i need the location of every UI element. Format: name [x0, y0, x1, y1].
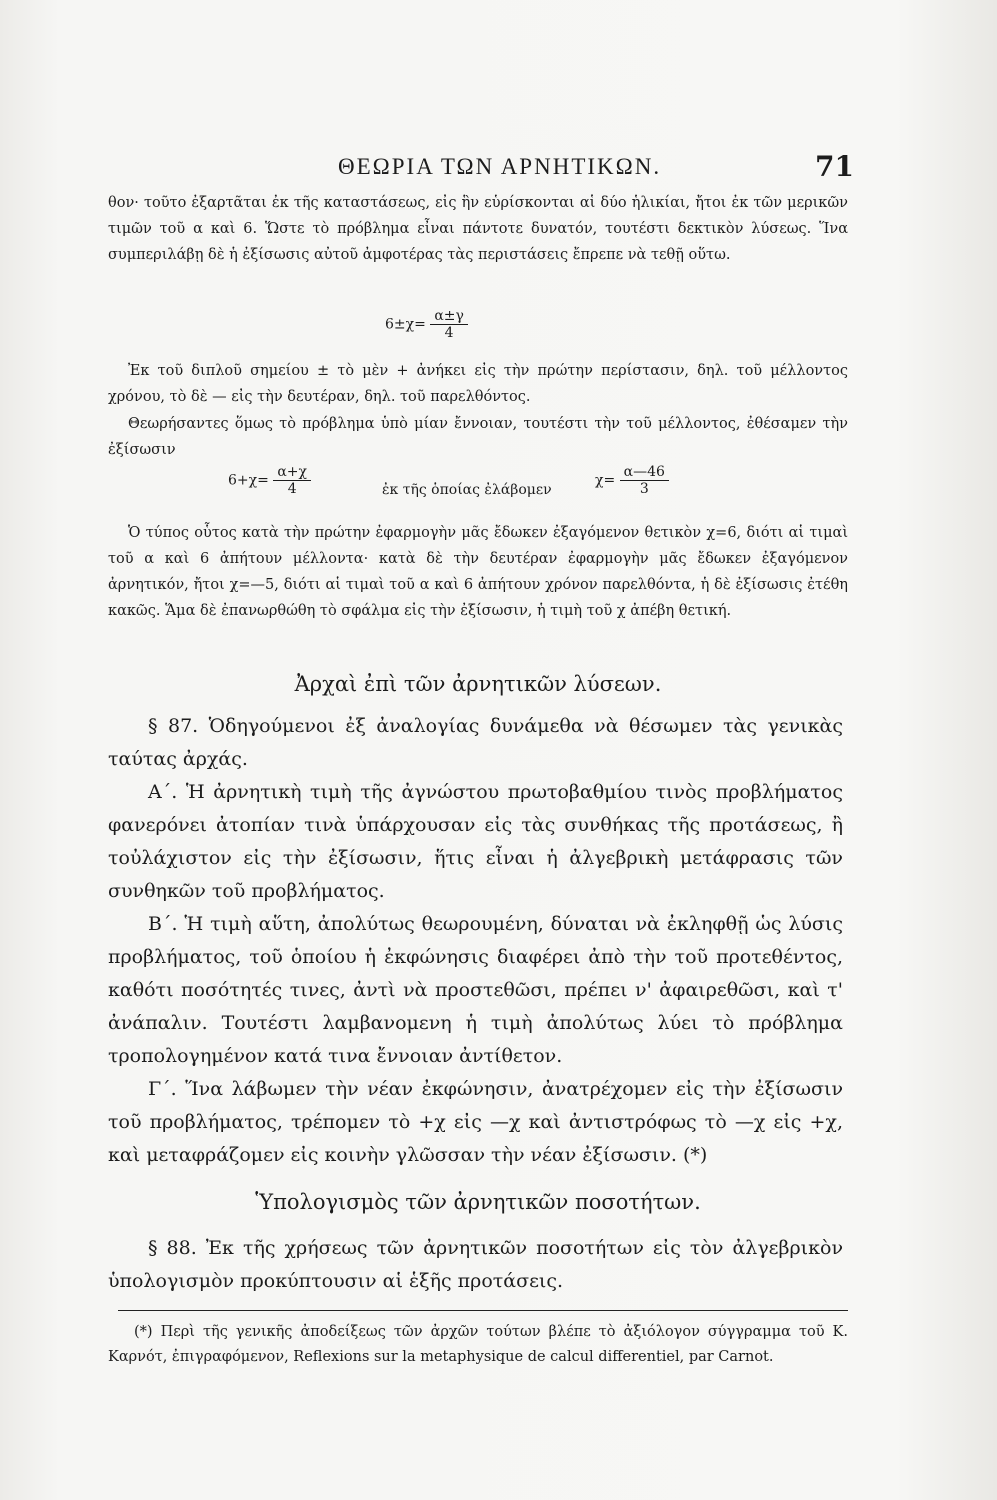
- equation-1: [385, 308, 468, 341]
- equation-3-fraction: [620, 464, 669, 497]
- page-number: 71: [815, 150, 854, 183]
- paragraph-a: Α΄. Ἡ ἀρνητικὴ τιμὴ τῆς ἀγνώστου πρωτοβαθμίου τινὸς προβλήματος φανερόνει ἀτοπίαν τινὰ ὑπάρχουσαν εἰς τὰς συνθήκας τῆς προτάσεως, ἢ τοὐλάχιστον εἰς τὴν ἐξίσωσιν, ἥτις εἶναι ἡ ἀλγεβρικὴ μετάφρασις τῶν συνθηκῶν τοῦ προβλήματος.: [108, 781, 843, 902]
- footnote-divider: [118, 1310, 848, 1311]
- equation-2-fraction: [273, 464, 311, 497]
- footnote: [108, 1320, 848, 1370]
- equation-2-numerator: α+χ: [273, 464, 311, 481]
- intro-paragraph-4: [108, 520, 848, 624]
- paragraph-87: § 87. Ὁδηγούμενοι ἐξ ἀναλογίας δυνάμεθα νὰ θέσωμεν τὰς γενικὰς ταύτας ἀρχάς.: [108, 715, 843, 770]
- intro-text-3: Θεωρήσαντες ὅμως τὸ πρόβλημα ὑπὸ μίαν ἔννοιαν, τουτέστι τὴν τοῦ μέλλοντος, ἐθέσαμεν τὴν ἐξίσωσιν: [108, 416, 848, 458]
- section-87: [108, 710, 843, 1172]
- equation-3-numerator: α—46: [620, 464, 669, 481]
- equation-3-lhs: χ=: [595, 472, 616, 489]
- section-heading-calculation: Ὑπολογισμὸς τῶν ἀρνητικῶν ποσοτήτων.: [255, 1190, 701, 1214]
- paragraph-b: Β΄. Ἡ τιμὴ αὕτη, ἀπολύτως θεωρουμένη, δύναται νὰ ἐκληφθῇ ὡς λύσις προβλήματος, τοῦ ὁποίου ἡ ἐκφώνησις διαφέρει ἀπὸ τὴν τοῦ προτεθέντος, καθότι ποσότητές τινες, ἀντὶ νὰ προστεθῶσι, πρέπει ν' ἀφαιρεθῶσι, καὶ τ' ἀνάπαλιν. Τουτέστι λαμβανομενη ἡ τιμὴ ἀπολύτως λύει τὸ πρόβλημα τροπολογημένον κατά τινα ἔννοιαν ἀντίθετον.: [108, 913, 843, 1067]
- equation-2: [228, 464, 311, 497]
- equation-1-fraction: [430, 308, 468, 341]
- intro-text-2: Ἐκ τοῦ διπλοῦ σημείου ± τὸ μὲν + ἀνήκει εἰς τὴν πρώτην περίστασιν, δηλ. τοῦ μέλλοντος χρόνου, τὸ δὲ — εἰς τὴν δευτέραν, δηλ. τοῦ παρελθόντος.: [108, 363, 848, 405]
- equation-2-denominator: 4: [287, 481, 297, 497]
- equation-1-denominator: 4: [444, 325, 454, 341]
- intro-text-4: Ὁ τύπος οὗτος κατὰ τὴν πρώτην ἐφαρμογὴν μᾶς ἔδωκεν ἐξαγόμενον θετικὸν χ=6, διότι αἱ τιμαὶ τοῦ α καὶ 6 ἀπήτουν μέλλοντα· κατὰ δὲ τὴν δευτέραν ἐφαρμογὴν μᾶς ἔδωκεν ἐξαγόμενον ἀρνητικόν, ἤτοι χ=—5, διότι αἱ τιμαὶ τοῦ α καὶ 6 ἀπήτουν χρόνον παρελθόντα, ἡ δὲ ἐξίσωσις ἐτέθη κακῶς. Ἅμα δὲ ἐπανωρθώθη τὸ σφάλμα εἰς τὴν ἐξίσωσιν, ἡ τιμὴ τοῦ χ ἀπέβη θετική.: [108, 525, 848, 619]
- section-heading-principles: Ἀρχαὶ ἐπὶ τῶν ἀρνητικῶν λύσεων.: [294, 672, 662, 696]
- intro-paragraph-3: [108, 411, 848, 463]
- equation-1-lhs: 6±χ=: [385, 316, 426, 333]
- equation-2-lhs: 6+χ=: [228, 472, 269, 489]
- equation-connector: [382, 482, 552, 498]
- paragraph-88: § 88. Ἐκ τῆς χρήσεως τῶν ἀρνητικῶν ποσοτήτων εἰς τὸν ἀλγεβρικὸν ὑπολογισμὸν προκύπτουσιν αἱ ἑξῆς προτάσεις.: [108, 1237, 843, 1292]
- running-header: [108, 150, 854, 190]
- equation-connector-text: ἐκ τῆς ὁποίας ἐλάβομεν: [382, 482, 552, 498]
- equation-1-numerator: α±γ: [430, 308, 468, 325]
- intro-paragraph-2: [108, 358, 848, 410]
- paragraph-c: Γ΄. Ἵνα λάβωμεν τὴν νέαν ἐκφώνησιν, ἀνατρέχομεν εἰς τὴν ἐξίσωσιν τοῦ προβλήματος, τρέπομεν τὸ +χ εἰς —χ καὶ ἀντιστρόφως τὸ —χ εἰς +χ, καὶ μεταφράζομεν εἰς κοινὴν γλῶσσαν τὴν νέαν ἐξίσωσιν. (*): [108, 1078, 843, 1166]
- intro-paragraph-1: [108, 190, 848, 268]
- intro-text-1: θον· τοῦτο ἐξαρτᾶται ἐκ τῆς καταστάσεως, εἰς ἣν εὑρίσκονται αἱ δύο ἡλικίαι, ἤτοι ἐκ τῶν μερικῶν τιμῶν τοῦ α καὶ 6. Ὥστε τὸ πρόβλημα εἶναι πάντοτε δυνατόν, τουτέστι δεκτικὸν λύσεως. Ἵνα συμπεριλάβῃ δὲ ἡ ἐξίσωσις αὐτοῦ ἀμφοτέρας τὰς περιστάσεις ἔπρεπε νὰ τεθῇ οὕτω.: [108, 195, 848, 263]
- equation-3-denominator: 3: [639, 481, 649, 497]
- page-title: ΘΕΩΡΙΑ ΤΩΝ ΑΡΝΗΤΙΚΩΝ.: [338, 154, 662, 179]
- footnote-text: (*) Περὶ τῆς γενικῆς ἀποδείξεως τῶν ἀρχῶν τούτων βλέπε τὸ ἀξιόλογον σύγγραμμα τοῦ Κ. Καρνότ, ἐπιγραφόμενον, Reflexions sur la metaphysique de calcul differentiel, par Carnot.: [108, 1324, 848, 1365]
- equation-3: [595, 464, 669, 497]
- section-88: [108, 1232, 843, 1298]
